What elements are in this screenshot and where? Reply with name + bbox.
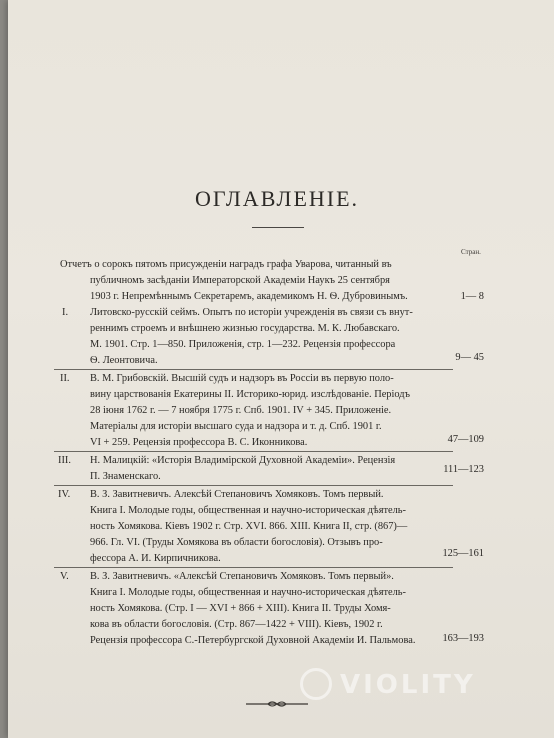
entry-number: II. — [60, 373, 70, 384]
entry-line: Книга I. Молодые годы, общественная и научно-историческая дѣятель- — [90, 505, 407, 516]
entry-line: Ѳ. Леонтовича. — [90, 355, 158, 366]
entry-line: ность Хомякова. (Стр. I — XVI + 866 + XIII). Книга II. Труды Хомя- — [90, 603, 391, 614]
entry-line: Книга I. Молодые годы, общественная и научно-историческая дѣятель- — [90, 587, 407, 598]
entry-line: вину царствованiя Екатерины II. Историко-юрид. изслѣдованiе. Перiодъ — [90, 389, 410, 400]
entry-line: 28 iюня 1762 г. — 7 ноября 1775 г. Спб. 1901. IV + 345. Приложенiе. — [90, 405, 392, 416]
entry-pages: 125—161 — [442, 548, 484, 559]
pages-column-header: Стран. — [461, 248, 481, 256]
entry-line: Отчетъ о сорокъ пятомъ присужденiи наградъ графа Уварова, читанный въ — [60, 259, 392, 270]
entry-separator — [54, 369, 453, 370]
entry-line: В. М. Грибовскiй. Высшiй судъ и надзоръ въ Россiи въ первую поло- — [90, 373, 394, 384]
entry-separator — [54, 451, 453, 452]
closing-ornament-icon — [244, 700, 310, 708]
entry-line: М. 1901. Стр. 1—850. Приложенiя, стр. 1—232. Рецензiя профессора — [90, 339, 396, 350]
entry-line: ность Хомякова. Кiевъ 1902 г. Стр. XVI. 866. XIII. Книга II, стр. (867)— — [90, 521, 408, 532]
entry-pages: 163—193 — [442, 633, 484, 644]
entry-pages: 1— 8 — [460, 291, 484, 302]
entry-line: Рецензiя профессора С.-Петербургской Духовной Академiи И. Пальмова. — [90, 635, 416, 646]
entry-pages: 9— 45 — [455, 352, 484, 363]
entry-pages: 47—109 — [447, 434, 484, 445]
watermark-text: VIOLITY — [340, 670, 476, 700]
entry-separator — [54, 567, 453, 568]
entry-number: III. — [58, 455, 71, 466]
entry-line: В. З. Завитневичъ. Алексѣй Степановичъ Хомяковъ. Томъ первый. — [90, 489, 384, 500]
page-title: ОГЛАВЛЕНIЕ. — [194, 186, 360, 211]
entry-number: I. — [62, 307, 69, 318]
entry-line: 1903 г. Непремѣннымъ Секретаремъ, академикомъ Н. Ѳ. Дубровинымъ. — [90, 291, 408, 302]
entry-line: кова въ области богословiя. (Стр. 867—1422 + VIII). Кiевъ, 1902 г. — [90, 619, 383, 630]
entry-pages: 111—123 — [443, 464, 484, 475]
entry-number: IV. — [58, 489, 71, 500]
entry-number: V. — [60, 571, 69, 582]
entry-line: публичномъ засѣданiи Императорской Академiи Наукъ 25 сентября — [90, 275, 390, 286]
entry-line: Матерiалы для исторiи высшаго суда и надзора и т. д. Спб. 1901 г. — [90, 421, 382, 432]
entry-line: реннимъ строемъ и внѣшнею жизнью государства. М. К. Любавскаго. — [90, 323, 400, 334]
violity-logo-icon — [300, 668, 332, 700]
entry-line: VI + 259. Рецензiя профессора В. С. Иконникова. — [90, 437, 308, 448]
entry-line: Литовско-русскiй сеймъ. Опытъ по исторiи учрежденiя въ связи съ внут- — [90, 307, 413, 318]
title-underline — [252, 227, 304, 228]
entry-line: Н. Малицкiй: «Исторiя Владимiрской Духовной Академiи». Рецензiя — [90, 455, 396, 466]
entry-line: 966. Гл. VI. (Труды Хомякова въ области богословiя). Отзывъ про- — [90, 537, 383, 548]
entry-line: П. Знаменскаго. — [90, 471, 161, 482]
entry-line: В. З. Завитневичъ. «Алексѣй Степановичъ Хомяковъ. Томъ первый». — [90, 571, 394, 582]
entry-line: фессора А. И. Кирпичникова. — [90, 553, 221, 564]
entry-separator — [54, 485, 453, 486]
